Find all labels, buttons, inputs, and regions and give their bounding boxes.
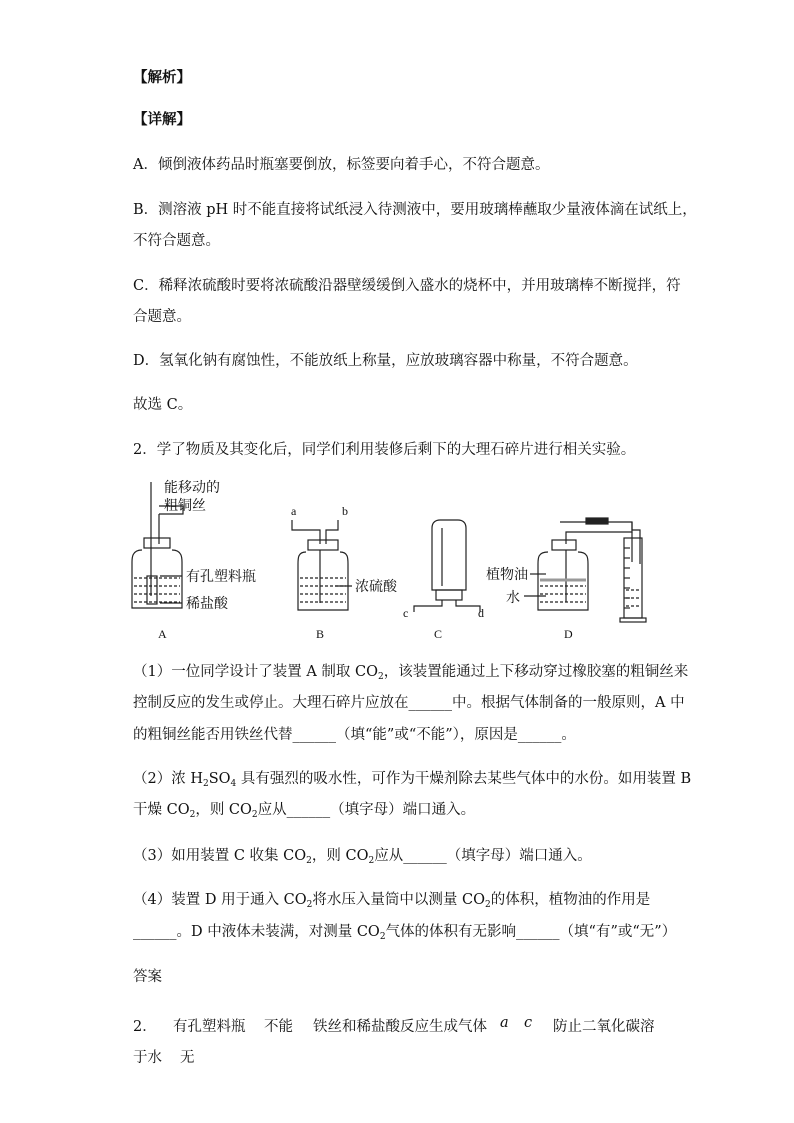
label-port-d: d [478, 606, 484, 620]
caption-b: B [316, 627, 325, 641]
caption-d: D [564, 627, 573, 641]
answer-3: 铁丝和稀盐酸反应生成气体 [313, 1019, 487, 1035]
label-perforated-bottle: 有孔塑料瓶 [186, 568, 256, 584]
label-movable-wire-1: 能移动的 [164, 479, 220, 495]
answer-1: 有孔塑料瓶 [173, 1019, 246, 1035]
q4-line1: （4）装置 D 用于通入 $CO_2$将水压入量筒中以测量 $CO_2$的体积，植物油的作用是 [133, 892, 651, 910]
q2-line1: （2）浓 $H_2SO_4$ 具有强烈的吸水性，可作为干燥剂除去某些气体中的水份。如用装置 B [133, 771, 692, 789]
label-dilute-hcl: 稀盐酸 [186, 595, 228, 611]
apparatus-figure [120, 478, 680, 648]
device-c [414, 520, 480, 612]
answer-4: a [500, 1015, 509, 1031]
label-water: 水 [506, 589, 520, 605]
explanation-a: A．倾倒液体药品时瓶塞要倒放，标签要向着手心，不符合题意。 [133, 157, 550, 173]
conclusion: 故选 C。 [133, 397, 193, 413]
q1-line1: （1）一位同学设计了装置 A 制取 $CO_2$，该装置能通过上下移动穿过橡胶塞的粗铜丝来 [133, 664, 689, 682]
label-port-c: c [403, 606, 409, 620]
q1-line3: 的粗铜丝能否用铁丝代替______（填“能”或“不能”），原因是______。 [133, 727, 576, 743]
label-movable-wire-2: 粗铜丝 [164, 497, 206, 513]
answer-number: 2． [133, 1019, 157, 1035]
explanation-c-line1: C．稀释浓硫酸时要将浓硫酸沿器壁缓缓倒入盛水的烧杯中，并用玻璃棒不断搅拌，符 [133, 278, 681, 294]
explanation-b-line1: B．测溶液 pH 时不能直接将试纸浸入待测液中，要用玻璃棒蘸取少量液体滴在试纸上， [133, 202, 697, 218]
question-2-stem: 2．学了物质及其变化后，同学们利用装修后剩下的大理石碎片进行相关实验。 [133, 442, 636, 458]
explanation-b-line2: 不符合题意。 [133, 233, 220, 249]
caption-c: C [434, 627, 443, 641]
caption-a: A [158, 627, 167, 641]
explanation-c-line2: 合题意。 [133, 309, 191, 325]
q1-line2: 控制反应的发生或停止。大理石碎片应放在______中。根据气体制备的一般原则，A 中 [133, 695, 685, 711]
answer-5: c [524, 1015, 533, 1031]
answer-2: 不能 [264, 1019, 293, 1035]
explanation-d: D．氢氧化钠有腐蚀性，不能放纸上称量，应放玻璃容器中称量，不符合题意。 [133, 353, 638, 369]
answer-heading: 答案 [133, 969, 162, 985]
q2-line2: 干燥 $CO_2$，则 $CO_2$应从______（填字母）端口通入。 [133, 802, 476, 820]
label-port-b: b [342, 504, 348, 518]
label-vegetable-oil: 植物油 [486, 566, 528, 582]
label-conc-h2so4: 浓硫酸 [355, 578, 397, 594]
section-detail: 【详解】 [133, 111, 191, 128]
label-port-a: a [291, 504, 297, 518]
answer-6-line2: 于水 [133, 1050, 162, 1066]
answer-6-line1: 防止二氧化碳溶 [553, 1019, 655, 1035]
device-d [524, 518, 646, 622]
answer-7: 无 [180, 1050, 195, 1066]
q4-line2: ______。D 中液体未装满，对测量 $CO_2$气体的体积有无影响______（填“有”或“无”） [133, 924, 677, 942]
section-analysis: 【解析】 [133, 69, 191, 86]
device-b [292, 520, 352, 610]
q3-line: （3）如用装置 C 收集 $CO_2$，则 $CO_2$应从______（填字母）端口通入。 [133, 848, 592, 866]
